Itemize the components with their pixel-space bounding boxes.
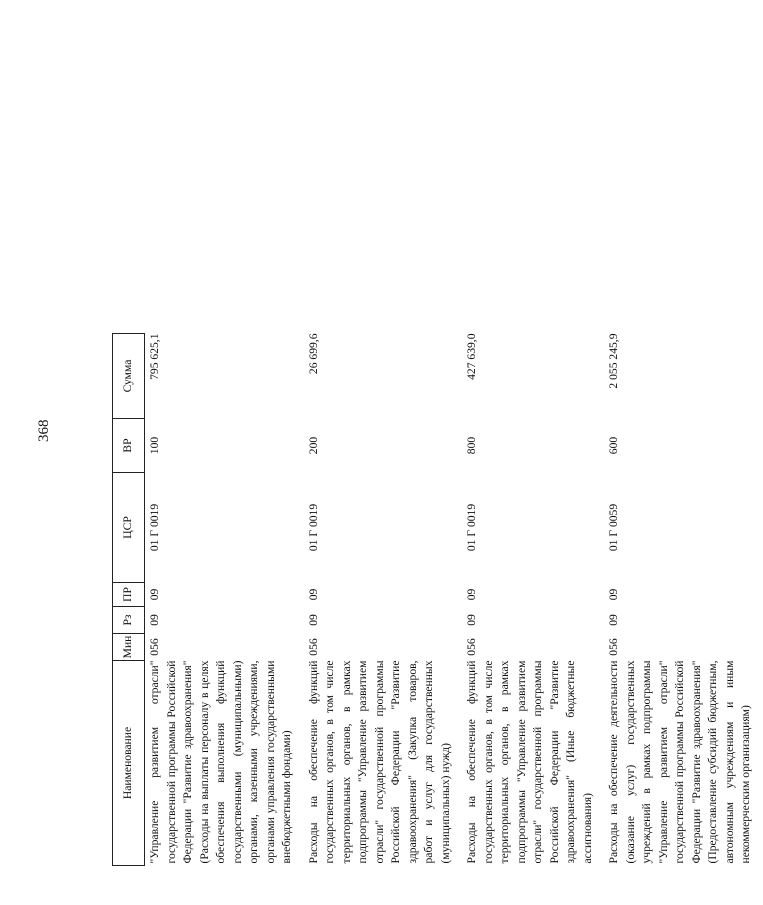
page-number: 368 xyxy=(36,419,52,442)
table-row xyxy=(462,334,604,866)
rotated-page xyxy=(112,56,752,866)
row-min: 056 xyxy=(306,638,320,656)
row-csr: 01 Г 0019 xyxy=(148,503,161,552)
table-row xyxy=(304,334,463,866)
row-sum: 427 639,0 xyxy=(465,333,478,380)
row-csr: 01 Г 0019 xyxy=(306,503,320,552)
header-rz: Рз xyxy=(113,607,145,634)
header-sum: Сумма xyxy=(113,334,145,419)
row-name: Расходы на обеспечение функций государственных органов, в том числе территориальных органов, в рамках подпрограммы "Управление развитием отрасли" государственной программы Российской Федерации "Развитие здравоохранения" (Иные бюджетные ассигнования) xyxy=(465,660,594,864)
row-name: Расходы на обеспечение функций государственных органов, в том числе территориальных органов, в рамках подпрограммы "Управление развитием отрасли" государственной программы Российской Федерации "Развитие здравоохранения" (Закупка товаров, работ и услуг для государственных (муниципальных) нужд) xyxy=(306,660,452,864)
row-pr: 09 xyxy=(465,588,478,601)
row-min: 056 xyxy=(465,638,478,656)
row-min: 056 xyxy=(607,638,620,656)
row-min: 056 xyxy=(148,638,161,656)
row-pr: 09 xyxy=(607,588,620,601)
budget-table xyxy=(112,333,763,866)
row-pr: 09 xyxy=(306,588,320,601)
row-name: Расходы на обеспечение деятельности (оказание услуг) государственных учреждений в рамках подпрограммы "Управление развитием отрасли" государственной программы Российской Федерации "Развитие здравоохранения" (Предоставление субсидий бюджетным, автономным учреждениям и иным некоммерческим организациям) xyxy=(607,660,752,864)
row-rz: 09 xyxy=(607,614,620,626)
row-name: "Управление развитием отрасли" государственной программы Российской Федерации "Развитие здравоохранения" (Расходы на выплаты персоналу в целях обеспечения выполнения функций государственными (муниципальными) органами, казенными учреждениями, органами управления государственными внебюджетными фондами) xyxy=(148,660,293,864)
row-rz: 09 xyxy=(465,614,478,626)
row-vr: 200 xyxy=(306,436,320,455)
header-vr: ВР xyxy=(113,419,145,473)
row-sum: 2 055 245,9 xyxy=(607,333,620,389)
row-vr: 600 xyxy=(607,436,620,455)
table-row xyxy=(604,334,763,866)
row-vr: 800 xyxy=(465,436,478,455)
row-csr: 01 Г 0019 xyxy=(465,503,478,552)
header-name: Наименование xyxy=(113,661,145,866)
table-row xyxy=(145,334,304,866)
row-csr: 01 Г 0059 xyxy=(607,503,620,552)
row-sum: 26 699,6 xyxy=(306,333,320,375)
row-pr: 09 xyxy=(148,588,161,601)
row-sum: 795 625,1 xyxy=(148,333,161,380)
row-rz: 09 xyxy=(148,614,161,626)
header-min: Мин xyxy=(113,634,145,661)
row-rz: 09 xyxy=(306,614,320,626)
header-pr: ПР xyxy=(113,583,145,607)
table-header-row xyxy=(113,334,145,866)
header-csr: ЦСР xyxy=(113,473,145,583)
row-vr: 100 xyxy=(148,436,161,455)
